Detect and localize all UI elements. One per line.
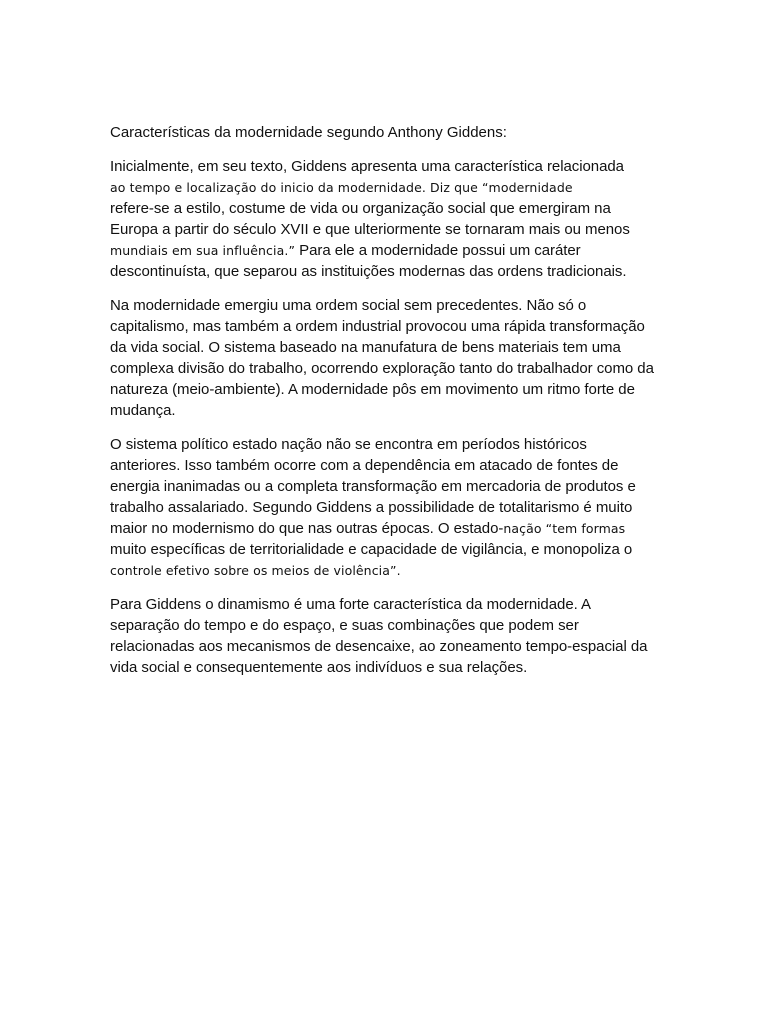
paragraph-nation-state-quote-2: controle efetivo sobre os meios de violência”. <box>110 563 401 578</box>
paragraph-nation-state-part-2: muito específicas de territorialidade e capacidade de vigilância, e monopoliza o <box>110 541 633 558</box>
paragraph-intro-part-3: Para ele a modernidade possui um caráter descontinuísta, que separou as instituições modernas das ordens tradicionais. <box>110 242 627 280</box>
paragraph-intro-quote-1: ao tempo e localização do inicio da modernidade. Diz que “modernidade <box>110 180 573 195</box>
paragraph-intro-part-1: Inicialmente, em seu texto, Giddens apresenta uma característica relacionada <box>110 158 624 175</box>
paragraph-dynamism: Para Giddens o dinamismo é uma forte característica da modernidade. A separação do tempo e do espaço, e suas combinações que podem ser relacionadas aos mecanismos de desencaixe, ao zoneamento tempo-espacial da vida social e consequentemente aos indivíduos e sua relações. <box>110 596 648 676</box>
document-page <box>110 122 658 691</box>
paragraph-intro-quote-2: mundiais em sua influência.” <box>110 243 296 258</box>
paragraph-intro <box>110 156 658 282</box>
paragraph-nation-state-quote-1: nação “tem formas <box>503 521 626 536</box>
paragraph-intro-part-2: refere-se a estilo, costume de vida ou organização social que emergiram na Europa a partir do século XVII e que ulteriormente se tornaram mais ou menos <box>110 200 630 238</box>
document-heading: Características da modernidade segundo Anthony Giddens: <box>110 124 507 141</box>
paragraph-nation-state-part-1: O sistema político estado nação não se encontra em períodos históricos anteriores. Isso também ocorre com a dependência em atacado de fontes de energia inanimadas ou a completa transformação em mercadoria de produtos e trabalho assalariado. Segundo Giddens a possibilidade de totalitarismo é muito maior no modernismo do que nas outras épocas. O estado- <box>110 436 636 537</box>
paragraph-social-order: Na modernidade emergiu uma ordem social sem precedentes. Não só o capitalismo, mas também a ordem industrial provocou uma rápida transformação da vida social. O sistema baseado na manufatura de bens materiais tem uma complexa divisão do trabalho, ocorrendo exploração tanto do trabalhador como da natureza (meio-ambiente). A modernidade pôs em movimento um ritmo forte de mudança. <box>110 297 654 419</box>
paragraph-nation-state <box>110 434 658 581</box>
